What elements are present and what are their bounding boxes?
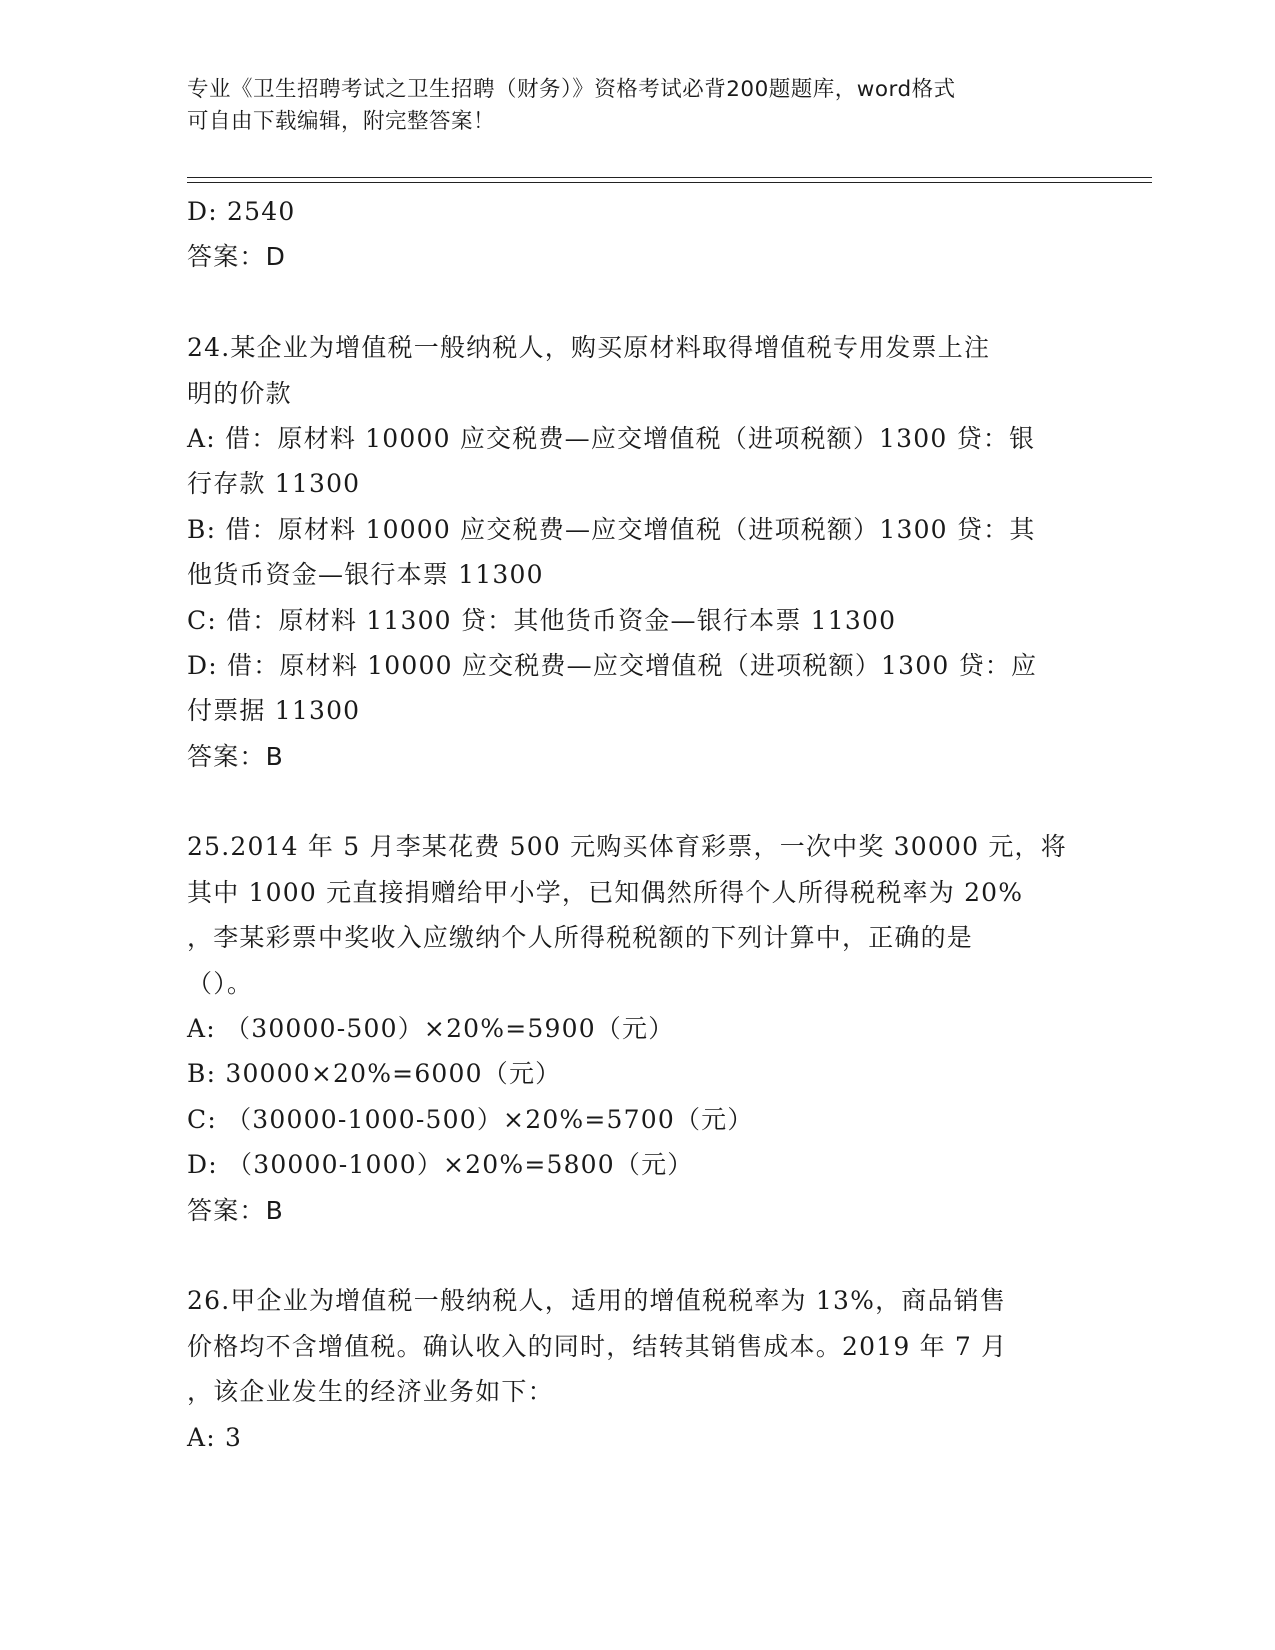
- q24-option-a-line-1: A: 借：原材料 10000 应交税费—应交增值税（进项税额）1300 贷：银: [187, 423, 1036, 453]
- q25-stem-line-3: ，李某彩票中奖收入应缴纳个人所得税税额的下列计算中，正确的是: [187, 923, 974, 953]
- header-divider-top: [187, 177, 1152, 178]
- question-25: [187, 824, 1087, 1233]
- question-24: [187, 325, 1087, 779]
- q25-option-d: D: （30000-1000）×20%=5800（元）: [187, 1150, 694, 1180]
- header-title-line-2: 可自由下载编辑，附完整答案！: [187, 109, 496, 134]
- q25-option-a: A: （30000-500）×20%=5900（元）: [187, 1014, 675, 1044]
- q25-option-b: B: 30000×20%=6000（元）: [187, 1059, 562, 1089]
- q24-option-c: C: 借：原材料 11300 贷：其他货币资金—银行本票 11300: [187, 605, 897, 635]
- header-divider-bottom: [187, 182, 1152, 183]
- q25-stem-line-2: 其中 1000 元直接捐赠给甲小学，已知偶然所得个人所得税税率为 20%: [187, 877, 1024, 907]
- q24-option-b-line-2: 他货币资金—银行本票 11300: [187, 560, 544, 590]
- spacer: [187, 1233, 1087, 1278]
- q26-stem-line-1: 26.甲企业为增值税一般纳税人，适用的增值税税率为 13%，商品销售: [187, 1286, 1007, 1316]
- document-header: [187, 74, 1087, 138]
- q26-option-a: A: 3: [187, 1422, 243, 1452]
- q25-option-c: C: （30000-1000-500）×20%=5700（元）: [187, 1104, 754, 1134]
- q24-stem-line-1: 24.某企业为增值税一般纳税人，购买原材料取得增值税专用发票上注: [187, 333, 991, 363]
- q24-option-d-line-2: 付票据 11300: [187, 696, 361, 726]
- header-title-line-1: 专业《卫生招聘考试之卫生招聘（财务）》资格考试必背200题题库，word格式: [187, 77, 956, 102]
- q25-stem-line-4: （）。: [187, 968, 254, 998]
- question-26: [187, 1278, 1087, 1460]
- spacer: [187, 779, 1087, 824]
- q25-stem-line-1: 25.2014 年 5 月李某花费 500 元购买体育彩票，一次中奖 30000 元，将: [187, 832, 1067, 862]
- prev-question-answer: 答案：D: [187, 242, 287, 272]
- q25-answer: 答案：B: [187, 1195, 284, 1225]
- q26-stem-line-3: ，该企业发生的经济业务如下：: [187, 1377, 554, 1407]
- q24-option-b-line-1: B: 借：原材料 10000 应交税费—应交增值税（进项税额）1300 贷：其: [187, 514, 1036, 544]
- q24-option-a-line-2: 行存款 11300: [187, 469, 361, 499]
- question-content: [187, 189, 1087, 1460]
- spacer: [187, 280, 1087, 325]
- q24-stem-line-2: 明的价款: [187, 378, 292, 408]
- q26-stem-line-2: 价格均不含增值税。确认收入的同时，结转其销售成本。2019 年 7 月: [187, 1331, 1008, 1361]
- q24-option-d-line-1: D: 借：原材料 10000 应交税费—应交增值税（进项税额）1300 贷：应: [187, 650, 1038, 680]
- q24-answer: 答案：B: [187, 741, 284, 771]
- prev-question-option-d: D: 2540: [187, 197, 296, 226]
